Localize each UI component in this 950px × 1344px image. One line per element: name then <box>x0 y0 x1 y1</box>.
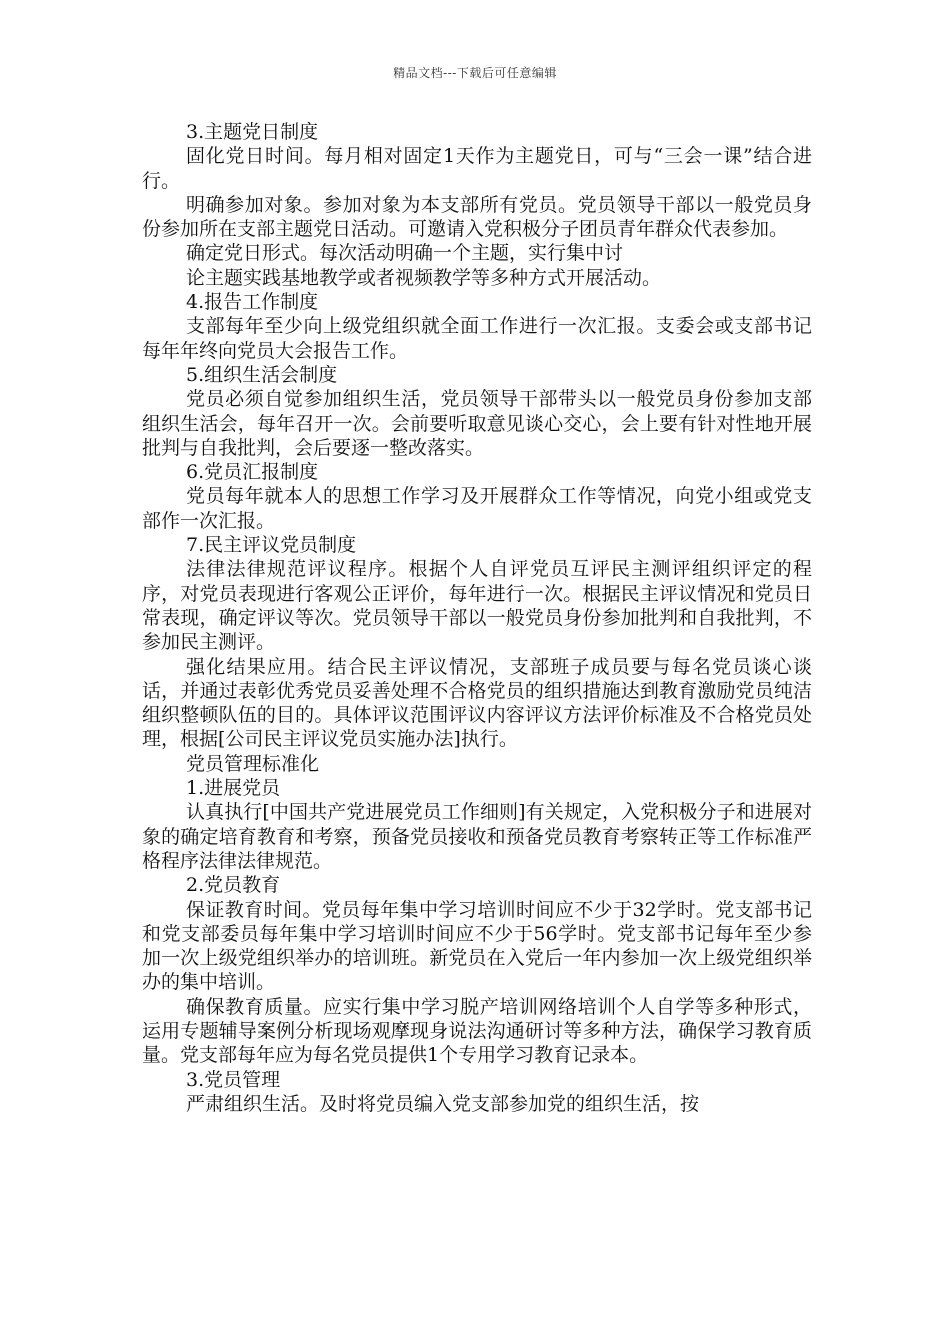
section-heading: 4.报告工作制度 <box>186 291 319 314</box>
document-body <box>142 120 812 1116</box>
paragraph: 明确参加对象。参加对象为本支部所有党员。党员领导干部以一般党员身份参加所在支部主题党日活动。可邀请入党积极分子团员青年群众代表参加。 <box>142 193 812 241</box>
section-heading: 6.党员汇报制度 <box>186 461 319 484</box>
section-heading: 5.组织生活会制度 <box>186 363 338 386</box>
paragraph: 强化结果应用。结合民主评议情况，支部班子成员要与每名党员谈心谈话，并通过表彰优秀党员妥善处理不合格党员的组织措施达到教育激励党员纯洁组织整顿队伍的目的。具体评议范围评议内容评议方法评价标准及不合格党员处理，根据[公司民主评议党员实施办法]执行。 <box>142 655 812 751</box>
paragraph: 确保教育质量。应实行集中学习脱产培训网络培训个人自学等多种形式，运用专题辅导案例分析现场观摩现身说法沟通研讨等多种方法，确保学习教育质量。党支部每年应为每名党员提供1个专用学习教育记录本。 <box>142 995 812 1067</box>
section-heading: 2.党员教育 <box>186 874 281 897</box>
section-heading: 3.党员管理 <box>186 1068 281 1091</box>
section-heading: 1.进展党员 <box>186 777 281 800</box>
section-heading: 3.主题党日制度 <box>186 121 319 143</box>
page-header: 精品文档---下载后可任意编辑 <box>393 66 557 80</box>
paragraph: 确定党日形式。每次活动明确一个主题，实行集中讨 <box>186 242 624 265</box>
paragraph: 认真执行[中国共产党进展党员工作细则]有关规定，入党积极分子和进展对象的确定培育教育和考察，预备党员接收和预备党员教育考察转正等工作标准严格程序法律法律规范。 <box>142 801 812 872</box>
paragraph: 固化党日时间。每月相对固定1天作为主题党日，可与“三会一课”结合进行。 <box>142 145 812 192</box>
paragraph: 党员必须自觉参加组织生活，党员领导干部带头以一般党员身份参加支部组织生活会，每年召开一次。会前要听取意见谈心交心，会上要有针对性地开展批判与自我批判，会后要逐一整改落实。 <box>142 388 812 459</box>
paragraph: 法律法律规范评议程序。根据个人自评党员互评民主测评组织评定的程序，对党员表现进行客观公正评价，每年进行一次。根据民主评议情况和党员日常表现，确定评议等次。党员领导干部以一般党员身份参加批判和自我批判，不参加民主测评。 <box>142 558 812 654</box>
paragraph: 严肃组织生活。及时将党员编入党支部参加党的组织生活，按 <box>186 1092 700 1115</box>
paragraph: 支部每年至少向上级党组织就全面工作进行一次汇报。支委会或支部书记每年年终向党员大会报告工作。 <box>142 315 812 362</box>
section-heading: 7.民主评议党员制度 <box>186 534 357 557</box>
paragraph: 论主题实践基地教学或者视频教学等多种方式开展活动。 <box>186 266 662 289</box>
section-heading: 党员管理标准化 <box>186 752 320 775</box>
paragraph: 保证教育时间。党员每年集中学习培训时间应不少于32学时。党支部书记和党支部委员每年集中学习培训时间应不少于56学时。党支部书记每年至少参加一次上级党组织举办的培训班。新党员在入党后一年内参加一次上级党组织举办的集中培训。 <box>142 898 812 994</box>
paragraph: 党员每年就本人的思想工作学习及开展群众工作等情况，向党小组或党支部作一次汇报。 <box>142 485 812 532</box>
